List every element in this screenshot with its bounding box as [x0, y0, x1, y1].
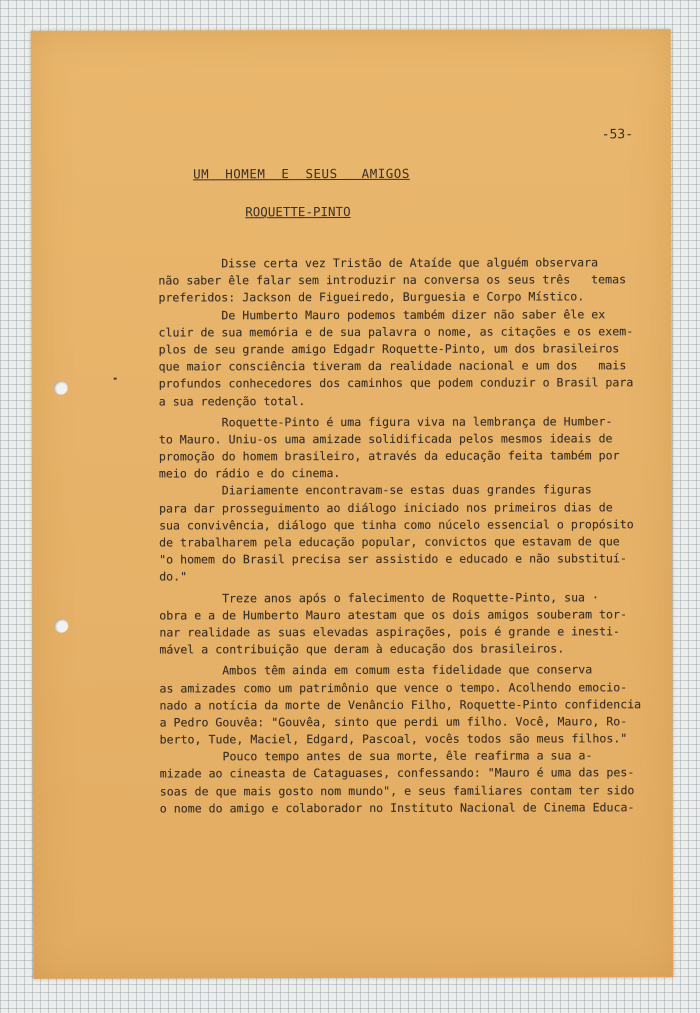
text-line: não saber êle falar sem introduzir na conversa os seus três temas [158, 272, 627, 288]
text-line: nar realidade as suas elevadas aspirações, pois é grande e inesti- [159, 624, 621, 640]
text-line: De Humberto Mauro podemos também dizer não saber êle ex [158, 306, 606, 323]
text-line: meio do rádio e do cinema. [158, 466, 341, 481]
text-line: sua convivência, diálogo que tinha como núcelo essencial o propósito [159, 517, 634, 533]
text-line: de trabalharem pela educação popular, convictos que estavam de que [159, 534, 620, 550]
punch-hole-top [54, 381, 68, 395]
text-line: Disse certa vez Tristão de Ataíde que alguém observara [158, 255, 599, 271]
text-line: mável a contribuição que deram à educação dos brasileiros. [159, 641, 565, 657]
text-line: nado a notícia da morte de Venâncio Filho, Roquette-Pinto confidencia [159, 696, 642, 713]
paragraph [158, 306, 668, 410]
document-body [158, 254, 669, 817]
text-line: mizade ao cineasta de Cataguases, confessando: "Mauro é uma das pes- [159, 765, 635, 781]
text-line: a sua redenção total. [158, 393, 306, 409]
text-line: Ambos têm ainda em comum esta fidelidade que conserva [159, 662, 593, 678]
text-line: obra e a de Humberto Mauro atestam que os dois amigos souberam tor- [159, 607, 627, 623]
paragraph [159, 482, 669, 586]
paragraph [159, 589, 669, 659]
paragraph [158, 254, 668, 307]
document-subtitle: ROQUETTE-PINTO [245, 204, 351, 220]
text-line: Pouco tempo antes de sua morte, êle reafirma a sua a- [159, 748, 593, 764]
paragraph [160, 747, 670, 817]
page-number: -53- [601, 127, 634, 143]
text-line: Roquette-Pinto é uma figura viva na lembrança de Humber- [158, 414, 613, 430]
text-line: cluir de sua memória e de sua palavra o nome, as citações e os exem- [158, 324, 634, 340]
typewritten-page [31, 29, 673, 979]
text-line: profundos conhecedores dos caminhos que podem conduzir o Brasil para [158, 375, 634, 391]
text-line: as amizades como um patrimônio que vence o tempo. Acolhendo emocio- [159, 679, 628, 696]
text-line: berto, Tude, Maciel, Edgard, Pascoal, vocês todos são meus filhos." [159, 731, 628, 747]
text-line: to Mauro. Uniu-os uma amizade solidificada pelos mesmos ideais de [158, 431, 613, 447]
text-line: para dar prosseguimento ao diálogo iniciado nos primeiros dias de [158, 499, 613, 516]
text-line: "o homem do Brasil precisa ser assistido e educado e não substituí- [159, 551, 627, 567]
ink-speck [114, 378, 117, 380]
text-line: promoção do homem brasileiro, através da educação feita também por [158, 448, 620, 464]
text-line: Treze anos após o falecimento de Roquette-Pinto, sua · [159, 589, 600, 606]
paragraph [159, 661, 669, 748]
document-title: UM HOMEM E SEUS AMIGOS [193, 165, 410, 182]
text-line: que maior consciência tiveram da realidade nacional e um dos mais [158, 358, 627, 374]
paragraph [159, 413, 669, 483]
text-line: Diariamente encontravam-se estas duas grandes figuras [158, 482, 592, 498]
text-line: do." [159, 569, 188, 584]
text-line: soas de que mais gosto nom mundo", e seus familiares contam ter sido [159, 782, 635, 799]
text-line: a Pedro Gouvêa: "Gouvêa, sinto que perdi um filho. Você, Mauro, Ro- [159, 714, 628, 730]
text-line: plos de seu grande amigo Edgadr Roquette-Pinto, um dos brasileiros [158, 341, 620, 357]
punch-hole-bottom [54, 619, 68, 633]
text-line: preferidos: Jackson de Figueiredo, Burguesia e Corpo Místico. [158, 289, 585, 305]
text-line: o nome do amigo e colaborador no Instituto Nacional de Cinema Educa- [159, 800, 635, 816]
